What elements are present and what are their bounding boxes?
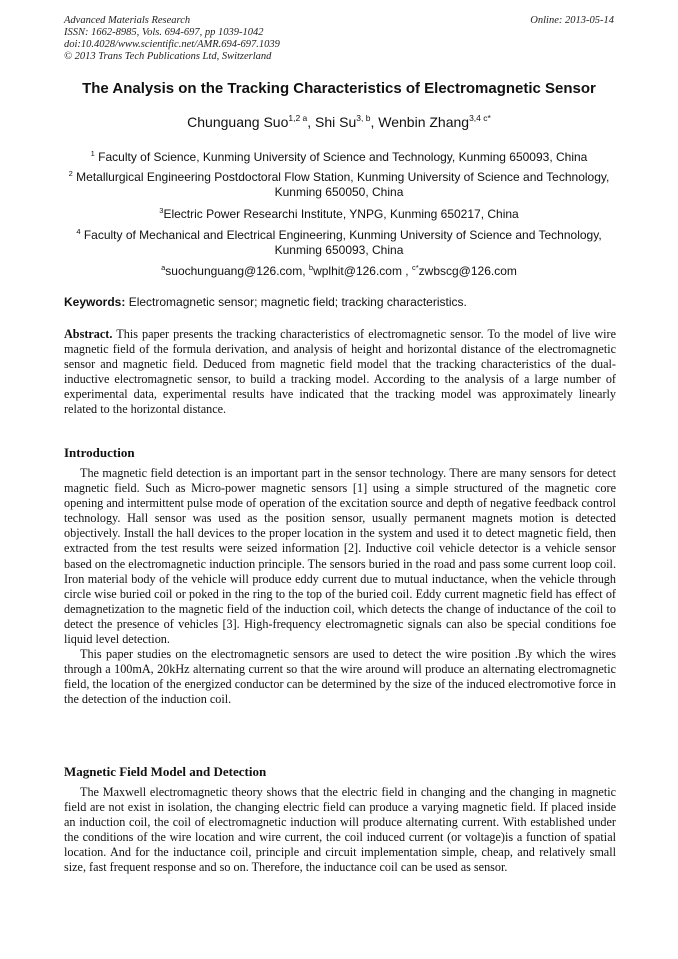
abstract-paragraph (64, 327, 616, 418)
author-name: Wenbin Zhang (378, 114, 470, 130)
author-separator: , (307, 114, 316, 130)
affiliation (64, 224, 614, 258)
affiliation (64, 166, 614, 200)
email-address: suochunguang@126.com (165, 264, 303, 278)
section-heading-magnetic-field: Magnetic Field Model and Detection (64, 764, 267, 779)
paper-title: The Analysis on the Tracking Characteristics of Electromagnetic Sensor (82, 80, 596, 97)
email-separator: , (302, 264, 309, 278)
affiliation-number: 1 (90, 149, 95, 158)
journal-name: Advanced Materials Research (64, 15, 191, 26)
paragraph: The magnetic field detection is an important part in the sensor technology. There are many sensors for detect magnetic field. Such as Micro-power magnetic sensors [1] using a simple structured of the magnetic core opening and intermittent pulse mode of operation of the excitation source and depth of negative feedback control technology. Hall sensor was used as the position sensor, usually permanent magnets motion is detected objectively. Install the hall devices to the proper location in the system and used it to detect magnetic field, then extracted from the test results were seized information [2]. Inductive coil vehicle detector is a vehicle sensor based on the electromagnetic induction principle. The sensors buried in the road and pass some current loop coil. Iron material body of the vehicle will produce eddy current due to mutual inductance, when the vehicle through circle wise buried coil or poked in the ring to the top of the buried coil. Eddy current magnetic field has effect of demagnetization to the magnetic field of the induction coil, which detects the change of inductance of the coil to detect the presence of vehicles [3]. High-frequency electromagnetic signals can also be special conditions foe liquid level detection. (64, 466, 616, 647)
email-separator: , (401, 264, 412, 278)
paragraph: This paper studies on the electromagnetic sensors are used to detect the wire position .By which the wires through a 100mA, 20kHz alternating current so that the wire around will produce an alternating electromagnetic field, the location of the energized conductor can be determined by the size of the induced electromotive force in the detection of the induction coil. (64, 647, 616, 707)
copyright-line: © 2013 Trans Tech Publications Ltd, Switzerland (64, 51, 272, 62)
keywords (64, 295, 616, 309)
affiliation (64, 203, 614, 222)
introduction-body (64, 466, 616, 708)
journal-header (64, 15, 280, 63)
author-name: Shi Su (315, 114, 357, 130)
affiliation-number: 4 (76, 227, 81, 236)
email-mark: c* (411, 263, 419, 272)
affiliation-text: Electric Power Researchi Institute, YNPG, Kunming 650217, China (163, 207, 519, 221)
keywords-text: Electromagnetic sensor; magnetic field; tracking characteristics. (128, 295, 467, 309)
author-list (40, 113, 638, 130)
abstract-label: Abstract. (64, 327, 113, 341)
author-separator: , (370, 114, 379, 130)
online-date: Online: 2013-05-14 (530, 15, 614, 26)
magnetic-section-body (64, 785, 616, 876)
author-affiliation-mark: 1,2 a (288, 113, 308, 123)
email-address: zwbscg@126.com (418, 264, 517, 278)
affiliation-text: Metallurgical Engineering Postdoctoral Flow Station, Kunming University of Science and Technology, Kunming 650050, China (76, 170, 610, 199)
author-affiliation-mark: 3, b (356, 113, 371, 123)
affiliation-text: Faculty of Science, Kunming University of Science and Technology, Kunming 650093, China (98, 150, 588, 164)
section-heading-introduction: Introduction (64, 445, 135, 460)
affiliation-number: 2 (68, 169, 73, 178)
abstract (64, 327, 616, 418)
email-address: wplhit@126.com (313, 264, 402, 278)
keywords-label: Keywords: (64, 295, 126, 309)
email-list (64, 260, 614, 279)
email-mark: b (308, 263, 314, 272)
author-name: Chunguang Suo (187, 114, 289, 130)
email-mark: a (161, 263, 166, 272)
affiliation-text: Faculty of Mechanical and Electrical Engineering, Kunming University of Science and Technology, Kunming 650093, China (83, 228, 602, 257)
author-affiliation-mark: 3,4 c* (469, 113, 491, 123)
affiliation-number: 3 (159, 206, 164, 215)
issn-line: ISSN: 1662-8985, Vols. 694-697, pp 1039-1042 (64, 27, 264, 38)
affiliation (64, 146, 614, 165)
abstract-text: This paper presents the tracking characteristics of electromagnetic sensor. To the model of live wire magnetic field of the formula derivation, and analysis of height and horizontal distance of the electromagnetic sensor and magnetic field. Deduced from magnetic field model that the tracking characteristics of the dual-inductive electromagnetic sensor, to build a tracking model. According to the analysis of a large number of experimental data, experimental results have indicated that the tracking model was approximately linearly related to the horizontal distance. (64, 327, 617, 417)
paragraph: The Maxwell electromagnetic theory shows that the electric field in changing and the changing in magnetic field are not exist in isolation, the changing electric field can produce a varying magnetic field. If placed inside an induction coil, the coil of electromagnetic induction will produce alternating current. With established under the conditions of the wire location and wire current, the coil induced current (or voltage)is a function of spatial location. And for the inductance coil, principle and circuit implementation simple, cheap, and relatively small size, fast frequent response and so on. Therefore, the inductance coil can be used as sensor. (64, 785, 616, 875)
doi-line: doi:10.4028/www.scientific.net/AMR.694-697.1039 (64, 39, 280, 50)
